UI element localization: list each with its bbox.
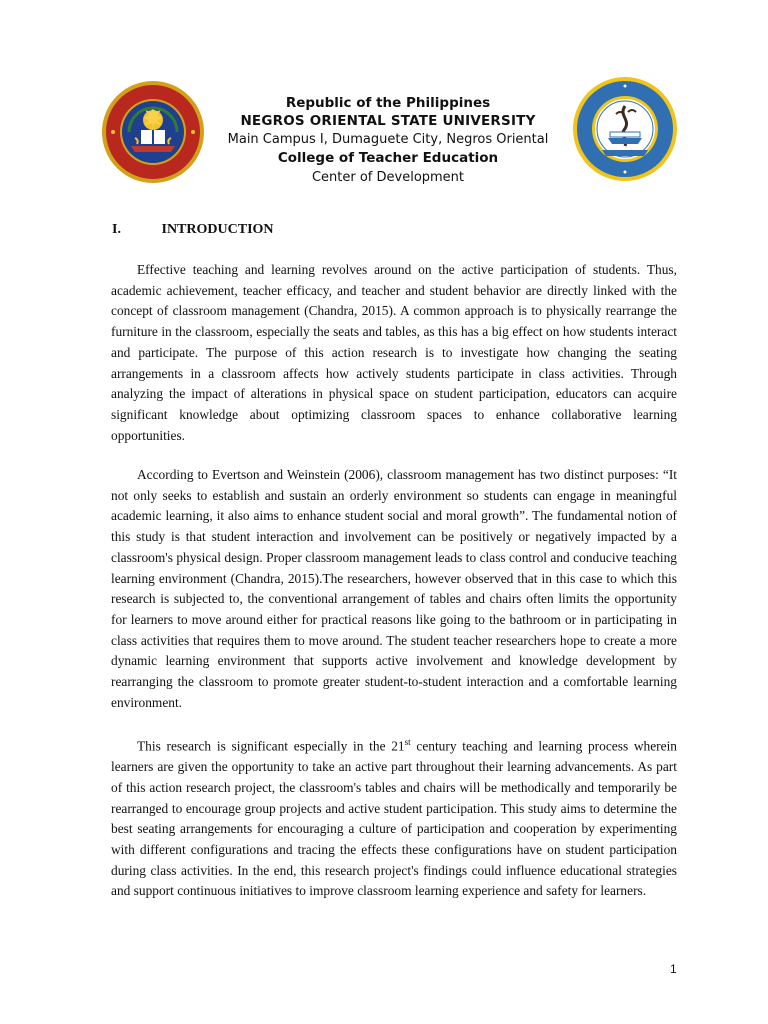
university-name: NEGROS ORIENTAL STATE UNIVERSITY	[240, 113, 536, 129]
section-heading	[112, 222, 274, 238]
paragraph-3	[111, 732, 677, 902]
section-title: INTRODUCTION	[161, 222, 274, 237]
page-number: 1	[670, 962, 677, 976]
ordinal-suffix: st	[404, 737, 411, 747]
document-header	[0, 76, 768, 194]
paragraph-3-rest: century teaching and learning process wherein learners are given the opportunity to take an active part throughout their learning advancements. As part of this action research project, the classroom's tables and chairs will be methodically and temporarily be rearranged to encourage group projects and active student participation. This study aims to determine the best seating arrangements for encouraging a culture of participation and cooperation by experimenting with different configurations and tracing the effects these configurations have on student participation during class activities. In the end, this research project's findings could influence educational strategies and support continuous initiatives to improve classroom learning experience and safety for learners.	[111, 738, 678, 899]
republic-line: Republic of the Philippines	[285, 95, 491, 111]
center-label: Center of Development	[311, 170, 465, 185]
paragraph-3-start: This research is significant especially in the 21	[137, 738, 405, 754]
campus-address: Main Campus I, Dumaguete City, Negros Oriental	[227, 132, 549, 147]
college-seal-icon	[572, 76, 678, 182]
paragraph-2: According to Evertson and Weinstein (2006), classroom management has two distinct purposes: “It not only seeks to establish and sustain an orderly environment so students can engage in meaningful academic learning, it also aims to enhance student social and moral growth”. The fundamental notion of this study is that student interaction and involvement can be positively or negatively impacted by a classroom's physical design. Proper classroom management leads to class control and conducive teaching learning environment (Chandra, 2015).The researchers, however observed that in this case to which this research is subjected to, the conventional arrangement of tables and chairs often limits the opportunity for learners to move around either for practical reasons like going to the bathroom or in participating in class activities that requires them to move around. The student teacher researchers hope to create a more dynamic learning environment that supports active involvement and knowledge development by rearranging the classroom to promote greater student-to-student interaction and a comfortable learning environment.	[111, 467, 677, 710]
institution-heading	[210, 94, 566, 187]
section-number: I.	[112, 222, 121, 237]
college-name: College of Teacher Education	[277, 150, 499, 166]
university-seal-icon	[101, 80, 205, 184]
paragraph-1: Effective teaching and learning revolves around on the active participation of students. Thus, academic achievement, teacher efficacy, and teacher and student behavior are directly linked with the concept of classroom management (Chandra, 2015). A common approach is to physically rearrange the furniture in the classroom, especially the seats and tables, as this has a big effect on how students interact and participate. The purpose of this action research is to investigate how changing the seating arrangements in a classroom affects how actively students participate in class activities. Through analyzing the impact of alterations in physical space on student participation, educators can acquire significant knowledge about optimizing classroom spaces to enhance collaborative learning opportunities.	[111, 262, 677, 443]
